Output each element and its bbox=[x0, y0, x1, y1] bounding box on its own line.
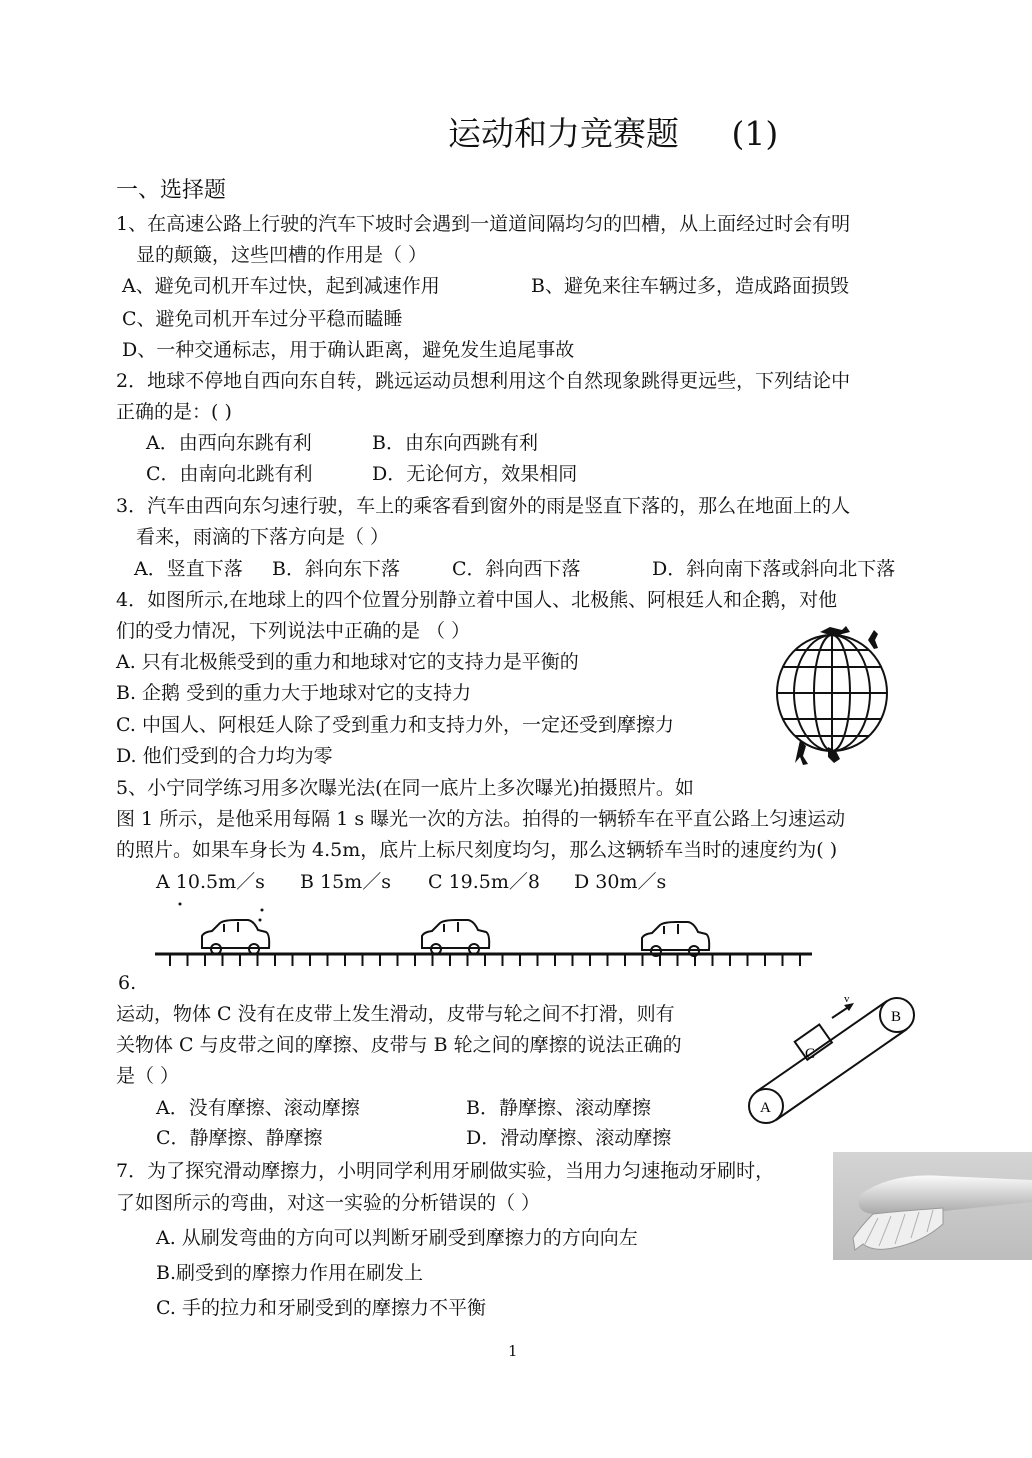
q6-stem-line1: 运动，物体 C 没有在皮带上发生滑动，皮带与轮之间不打滑，则有 bbox=[116, 1003, 675, 1025]
q1-option-c: C、避免司机开车过分平稳而瞌睡 bbox=[122, 308, 403, 330]
q7-option-b: B.刷受到的摩擦力作用在刷发上 bbox=[156, 1262, 424, 1284]
q6-stem-line2: 关物体 C 与皮带之间的摩擦、皮带与 B 轮之间的摩擦的说法正确的 bbox=[116, 1034, 682, 1056]
q2-option-b: B．由东向西跳有利 bbox=[372, 432, 538, 454]
q4-option-b: B. 企鹅 受到的重力大于地球对它的支持力 bbox=[116, 682, 472, 704]
car-exposure-figure bbox=[150, 896, 815, 974]
q2-option-d: D．无论何方，效果相同 bbox=[372, 463, 578, 485]
section-heading: 一、选择题 bbox=[116, 178, 227, 203]
q7-option-c: C. 手的拉力和牙刷受到的摩擦力不平衡 bbox=[156, 1297, 486, 1319]
q4-stem-line1: 4．如图所示,在地球上的四个位置分别静立着中国人、北极熊、阿根廷人和企鹅，对他 bbox=[116, 589, 838, 611]
q5-stem-line3: 的照片。如果车身长为 4.5m，底片上标尺刻度均匀，那么这辆轿车当时的速度约为( ) bbox=[116, 839, 838, 861]
q6-option-a: A．没有摩擦、滚动摩擦 bbox=[156, 1097, 360, 1119]
q3-option-a: A．竖直下落 bbox=[134, 558, 243, 580]
q4-option-a: A. 只有北极熊受到的重力和地球对它的支持力是平衡的 bbox=[116, 651, 579, 673]
q5-option-a: A 10.5m／s bbox=[156, 871, 265, 893]
q4-option-c: C. 中国人、阿根廷人除了受到重力和支持力外，一定还受到摩擦力 bbox=[116, 714, 674, 736]
toothbrush-photo bbox=[833, 1152, 1032, 1260]
q5-option-d: D 30m／s bbox=[574, 871, 667, 893]
q5-stem-line1: 5、小宁同学练习用多次曝光法(在同一底片上多次曝光)拍摄照片。如 bbox=[116, 777, 694, 799]
q6-option-b: B．静摩擦、滚动摩擦 bbox=[466, 1097, 651, 1119]
q1-option-b: B、避免来往车辆过多，造成路面损毁 bbox=[531, 275, 849, 297]
page-number: 1 bbox=[508, 1342, 518, 1360]
page-title: 运动和力竞赛题 (1) bbox=[448, 114, 779, 153]
q6-option-c: C．静摩擦、静摩擦 bbox=[156, 1127, 323, 1149]
q2-stem-line1: 2．地球不停地自西向东自转，跳远运动员想利用这个自然现象跳得更远些，下列结论中 bbox=[116, 370, 851, 392]
belt-velocity-label: v bbox=[844, 993, 850, 1005]
q4-stem-line2: 们的受力情况，下列说法中正确的是 （ ） bbox=[116, 620, 471, 642]
q6-stem-line3: 是（ ） bbox=[116, 1065, 180, 1087]
q1-option-d: D、一种交通标志，用于确认距离，避免发生追尾事故 bbox=[122, 339, 575, 361]
q2-stem-line2: 正确的是：( ) bbox=[116, 401, 232, 423]
wheel-a-label: A bbox=[760, 1100, 771, 1116]
q2-option-a: A．由西向东跳有利 bbox=[146, 432, 312, 454]
q5-option-c: C 19.5m／8 bbox=[428, 871, 540, 893]
globe-figure bbox=[770, 605, 900, 770]
q3-option-b: B．斜向东下落 bbox=[272, 558, 400, 580]
q2-option-c: C．由南向北跳有利 bbox=[146, 463, 313, 485]
wheel-b-label: B bbox=[891, 1009, 902, 1025]
q7-option-a: A. 从刷发弯曲的方向可以判断牙刷受到摩擦力的方向向左 bbox=[156, 1227, 638, 1249]
q5-stem-line2: 图 1 所示，是他采用每隔 1 s 曝光一次的方法。拍得的一辆轿车在平直公路上匀速运动 bbox=[116, 808, 846, 830]
q3-option-c: C．斜向西下落 bbox=[452, 558, 581, 580]
q1-stem-line2: 显的颠簸，这些凹槽的作用是（ ） bbox=[136, 244, 428, 266]
q7-stem-line2: 了如图所示的弯曲，对这一实验的分析错误的（ ） bbox=[116, 1192, 541, 1214]
q1-stem-line1: 1、在高速公路上行驶的汽车下坡时会遇到一道道间隔均匀的凹槽，从上面经过时会有明 bbox=[116, 213, 851, 235]
q3-option-d: D．斜向南下落或斜向北下落 bbox=[652, 558, 896, 580]
q5-option-b: B 15m／s bbox=[300, 871, 391, 893]
conveyor-belt-figure bbox=[742, 990, 922, 1130]
q6-number: 6. bbox=[118, 972, 137, 994]
q4-option-d: D. 他们受到的合力均为零 bbox=[116, 745, 333, 767]
q1-option-a: A、避免司机开车过快，起到减速作用 bbox=[122, 275, 440, 297]
q7-stem-line1: 7．为了探究滑动摩擦力，小明同学利用牙刷做实验，当用力匀速拖动牙刷时， bbox=[116, 1160, 775, 1182]
q3-stem-line1: 3．汽车由西向东匀速行驶，车上的乘客看到窗外的雨是竖直下落的，那么在地面上的人 bbox=[116, 495, 851, 517]
q3-stem-line2: 看来，雨滴的下落方向是（ ） bbox=[136, 526, 390, 548]
block-c-label: C bbox=[805, 1046, 816, 1062]
q6-option-d: D．滑动摩擦、滚动摩擦 bbox=[466, 1127, 672, 1149]
